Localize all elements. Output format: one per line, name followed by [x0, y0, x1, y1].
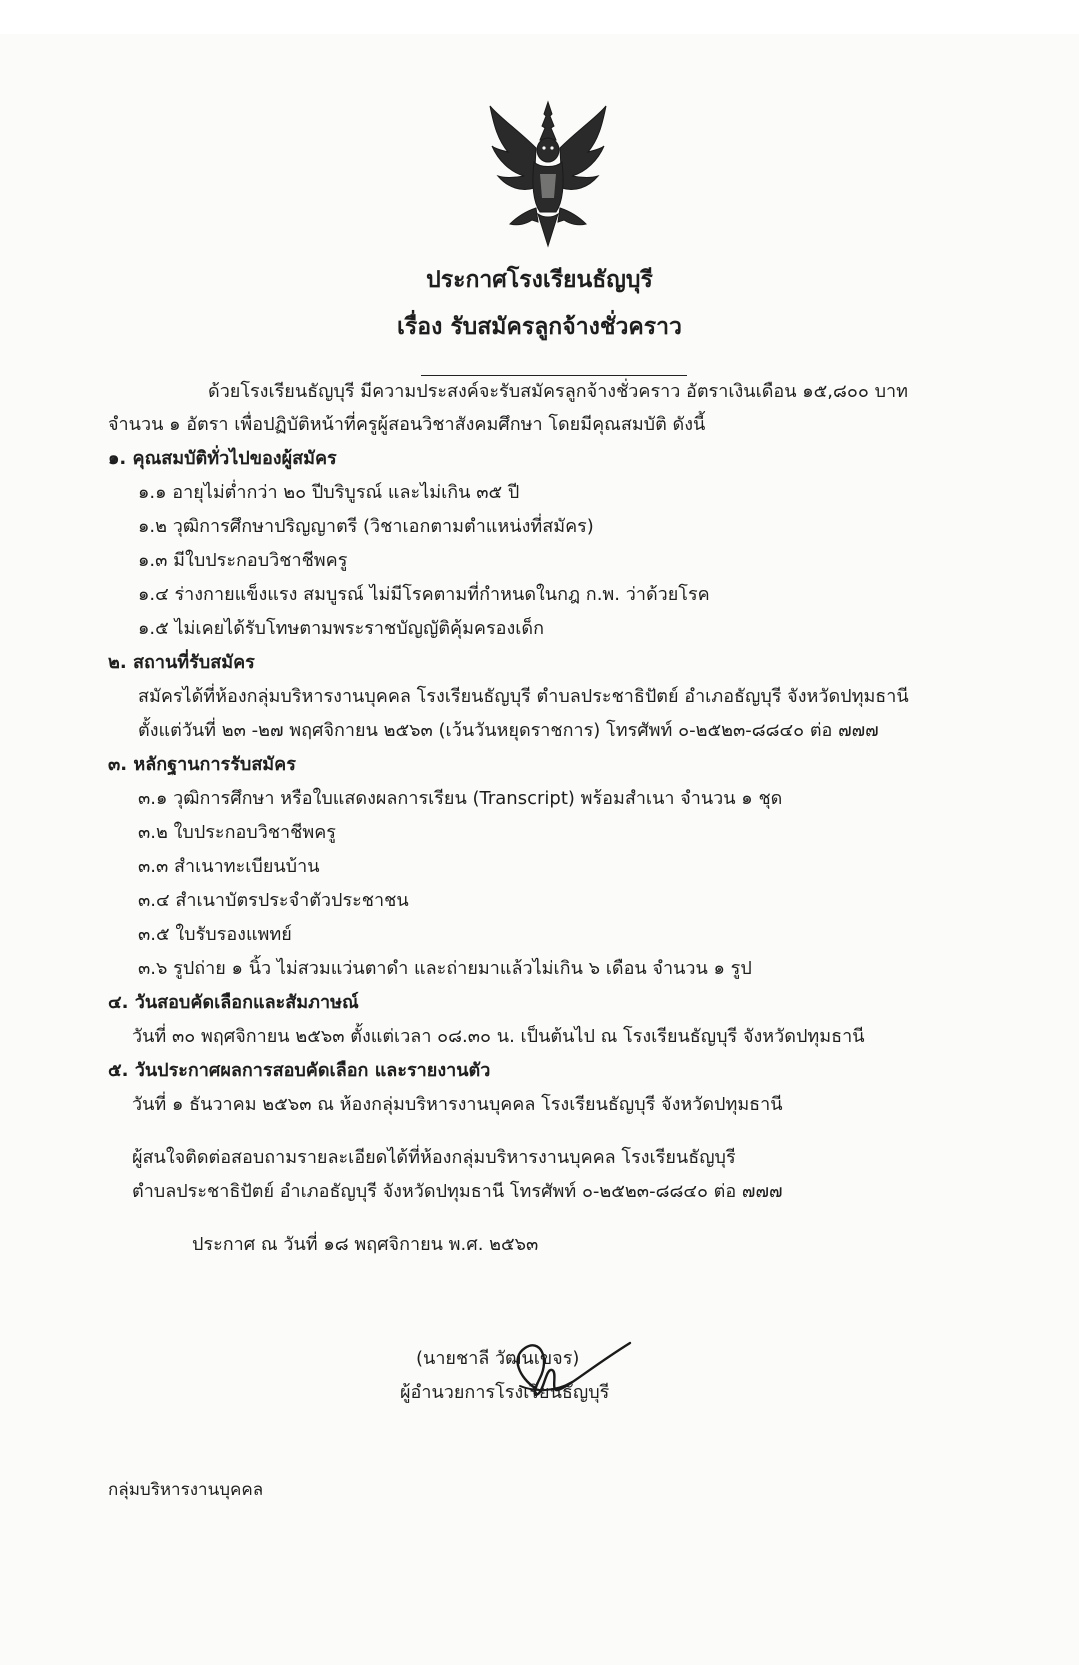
announce-date: ประกาศ ณ วันที่ ๑๘ พฤศจิกายน พ.ศ. ๒๕๖๓ [192, 1234, 539, 1255]
section-1-item-1: ๑.๑ อายุไม่ต่ำกว่า ๒๐ ปีบริบูรณ์ และไม่เกิน ๓๕ ปี [138, 482, 520, 503]
contact-line-1: ผู้สนใจติดต่อสอบถามรายละเอียดได้ที่ห้องกลุ่มบริหารงานบุคคล โรงเรียนธัญบุรี [132, 1147, 736, 1168]
section-3-heading: ๓. หลักฐานการรับสมัคร [108, 754, 296, 775]
section-3-item-2: ๓.๒ ใบประกอบวิชาชีพครู [138, 822, 336, 843]
section-5-item-1: วันที่ ๑ ธันวาคม ๒๕๖๓ ณ ห้องกลุ่มบริหารงานบุคคล โรงเรียนธัญบุรี จังหวัดปทุมธานี [132, 1094, 783, 1115]
garuda-emblem-icon [488, 100, 608, 248]
intro-line-2: จำนวน ๑ อัตรา เพื่อปฏิบัติหน้าที่ครูผู้สอนวิชาสังคมศึกษา โดยมีคุณสมบัติ ดังนี้ [108, 414, 706, 435]
section-3-item-3: ๓.๓ สำเนาทะเบียนบ้าน [138, 856, 320, 877]
section-3-item-6: ๓.๖ รูปถ่าย ๑ นิ้ว ไม่สวมแว่นตาดำ และถ่ายมาแล้วไม่เกิน ๖ เดือน จำนวน ๑ รูป [138, 958, 752, 979]
intro-line-1: ด้วยโรงเรียนธัญบุรี มีความประสงค์จะรับสมัครลูกจ้างชั่วคราว อัตราเงินเดือน ๑๕,๘๐๐ บาท [208, 381, 909, 402]
document-title: ประกาศโรงเรียนธัญบุรี [426, 267, 653, 293]
scan-top-strip [0, 0, 1079, 34]
section-3-item-1: ๓.๑ วุฒิการศึกษา หรือใบแสดงผลการเรียน (Transcript) พร้อมสำเนา จำนวน ๑ ชุด [138, 788, 783, 809]
section-3-item-4: ๓.๔ สำเนาบัตรประจำตัวประชาชน [138, 890, 409, 911]
signer-position: ผู้อำนวยการโรงเรียนธัญบุรี [400, 1382, 610, 1403]
section-4-item-1: วันที่ ๓๐ พฤศจิกายน ๒๕๖๓ ตั้งแต่เวลา ๐๘.๓๐ น. เป็นต้นไป ณ โรงเรียนธัญบุรี จังหวัดปทุมธานี [132, 1026, 865, 1047]
section-1-heading: ๑. คุณสมบัติทั่วไปของผู้สมัคร [108, 448, 337, 469]
footer-department: กลุ่มบริหารงานบุคคล [108, 1480, 264, 1500]
section-1-item-2: ๑.๒ วุฒิการศึกษาปริญญาตรี (วิชาเอกตามตำแหน่งที่สมัคร) [138, 516, 594, 537]
contact-line-2: ตำบลประชาธิปัตย์ อำเภอธัญบุรี จังหวัดปทุมธานี โทรศัพท์ ๐-๒๕๒๓-๘๘๔๐ ต่อ ๗๗๗ [132, 1181, 783, 1202]
section-1-item-4: ๑.๔ ร่างกายแข็งแรง สมบูรณ์ ไม่มีโรคตามที่กำหนดในกฎ ก.พ. ว่าด้วยโรค [138, 584, 710, 605]
title-divider [421, 375, 687, 376]
section-1-item-3: ๑.๓ มีใบประกอบวิชาชีพครู [138, 550, 348, 571]
section-1-item-5: ๑.๕ ไม่เคยได้รับโทษตามพระราชบัญญัติคุ้มครองเด็ก [138, 618, 544, 639]
section-5-heading: ๕. วันประกาศผลการสอบคัดเลือก และรายงานตัว [108, 1060, 491, 1081]
section-4-heading: ๔. วันสอบคัดเลือกและสัมภาษณ์ [108, 992, 359, 1013]
section-2-item-1: สมัครได้ที่ห้องกลุ่มบริหารงานบุคคล โรงเรียนธัญบุรี ตำบลประชาธิปัตย์ อำเภอธัญบุรี จังหวัดปทุมธานี [138, 686, 909, 707]
document-subject: เรื่อง รับสมัครลูกจ้างชั่วคราว [397, 314, 682, 340]
section-2-heading: ๒. สถานที่รับสมัคร [108, 652, 255, 673]
section-3-item-5: ๓.๕ ใบรับรองแพทย์ [138, 924, 292, 945]
signer-name: (นายชาลี วัฒนเขจร) [416, 1348, 580, 1369]
section-2-item-2: ตั้งแต่วันที่ ๒๓ -๒๗ พฤศจิกายน ๒๕๖๓ (เว้นวันหยุดราชการ) โทรศัพท์ ๐-๒๕๒๓-๘๘๔๐ ต่อ ๗๗๗ [138, 720, 879, 741]
signature-icon [480, 1318, 660, 1428]
